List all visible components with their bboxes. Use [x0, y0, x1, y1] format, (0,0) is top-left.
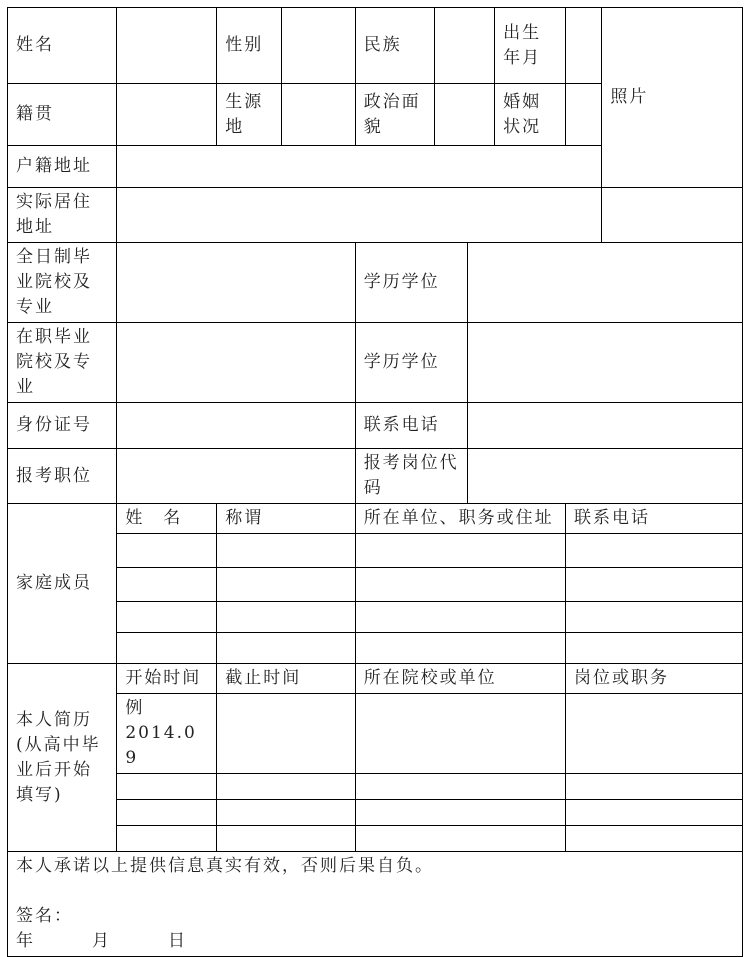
- resume-row-3-role[interactable]: [565, 800, 742, 826]
- pledge-box[interactable]: [8, 852, 743, 957]
- origin-label: 生源地: [217, 84, 282, 146]
- pledge-statement: 本人承诺以上提供信息真实有效，否则后果自负。: [16, 856, 434, 876]
- fulltime-school-label: 全日制毕业院校及专业: [8, 243, 117, 323]
- family-section-label: 家庭成员: [8, 504, 117, 664]
- family-row-1-name[interactable]: [117, 534, 217, 568]
- political-label: 政治面貌: [355, 84, 434, 146]
- residence-extra-cell: [602, 188, 743, 243]
- registration-form: [7, 7, 743, 957]
- gender-field[interactable]: [281, 8, 355, 84]
- residence-label: 实际居住地址: [8, 188, 117, 243]
- family-row-4-phone[interactable]: [565, 633, 742, 664]
- phone-label: 联系电话: [355, 403, 467, 449]
- origin-field[interactable]: [281, 84, 355, 146]
- family-row-2-name[interactable]: [117, 568, 217, 602]
- position-code-field[interactable]: [468, 449, 743, 504]
- pledge-spacer: [16, 879, 734, 904]
- fulltime-school-field[interactable]: [117, 243, 355, 323]
- family-header-relation: 称谓: [217, 504, 355, 534]
- resume-row-1-start[interactable]: [117, 694, 217, 774]
- resume-row-3-start[interactable]: [117, 800, 217, 826]
- family-row-2-relation[interactable]: [217, 568, 355, 602]
- resume-row-2-school[interactable]: [355, 774, 565, 800]
- applied-position-label: 报考职位: [8, 449, 117, 504]
- resume-row-4-school[interactable]: [355, 826, 565, 852]
- resume-row-3-end[interactable]: [217, 800, 355, 826]
- signature-label: 签名：: [16, 906, 73, 926]
- family-row-1-phone[interactable]: [565, 534, 742, 568]
- resume-header-school: 所在院校或单位: [355, 664, 565, 694]
- hukou-field[interactable]: [117, 146, 602, 188]
- family-row-4-name[interactable]: [117, 633, 217, 664]
- family-row-3-relation[interactable]: [217, 602, 355, 633]
- family-row-4-employer[interactable]: [355, 633, 565, 664]
- name-label: 姓名: [8, 8, 117, 84]
- inservice-school-field[interactable]: [117, 323, 355, 403]
- inservice-degree-label: 学历学位: [355, 323, 467, 403]
- residence-field[interactable]: [117, 188, 602, 243]
- fulltime-degree-label: 学历学位: [355, 243, 467, 323]
- family-row-1-employer[interactable]: [355, 534, 565, 568]
- ethnicity-field[interactable]: [434, 8, 494, 84]
- family-header-phone: 联系电话: [565, 504, 742, 534]
- marital-label: 婚姻状况: [495, 84, 566, 146]
- family-header-name: 姓 名: [117, 504, 217, 534]
- inservice-degree-field[interactable]: [468, 323, 743, 403]
- family-row-1-relation[interactable]: [217, 534, 355, 568]
- applied-position-field[interactable]: [117, 449, 355, 504]
- family-row-3-name[interactable]: [117, 602, 217, 633]
- family-row-3-phone[interactable]: [565, 602, 742, 633]
- family-row-2-employer[interactable]: [355, 568, 565, 602]
- family-row-4-relation[interactable]: [217, 633, 355, 664]
- resume-row-3-school[interactable]: [355, 800, 565, 826]
- political-field[interactable]: [434, 84, 494, 146]
- id-number-label: 身份证号: [8, 403, 117, 449]
- resume-row-2-role[interactable]: [565, 774, 742, 800]
- gender-label: 性别: [217, 8, 282, 84]
- resume-header-role: 岗位或职务: [565, 664, 742, 694]
- registration-table: [7, 7, 743, 957]
- resume-row-4-role[interactable]: [565, 826, 742, 852]
- phone-field[interactable]: [468, 403, 743, 449]
- resume-header-start: 开始时间: [117, 664, 217, 694]
- resume-section-label: 本人简历(从高中毕业后开始填写): [8, 664, 117, 852]
- birth-field[interactable]: [565, 8, 601, 84]
- native-place-label: 籍贯: [8, 84, 117, 146]
- resume-row-1-role[interactable]: [565, 694, 742, 774]
- resume-row-2-end[interactable]: [217, 774, 355, 800]
- resume-example-date: 2014.09: [125, 723, 197, 768]
- hukou-label: 户籍地址: [8, 146, 117, 188]
- photo-box[interactable]: 照片: [602, 8, 743, 188]
- resume-example-label: 例: [125, 698, 145, 718]
- family-row-3-employer[interactable]: [355, 602, 565, 633]
- native-place-field[interactable]: [117, 84, 217, 146]
- resume-row-4-end[interactable]: [217, 826, 355, 852]
- family-row-2-phone[interactable]: [565, 568, 742, 602]
- signature-date: 年 月 日: [16, 931, 187, 951]
- id-number-field[interactable]: [117, 403, 355, 449]
- name-field[interactable]: [117, 8, 217, 84]
- marital-field[interactable]: [565, 84, 601, 146]
- fulltime-degree-field[interactable]: [468, 243, 743, 323]
- resume-row-1-school[interactable]: [355, 694, 565, 774]
- resume-header-end: 截止时间: [217, 664, 355, 694]
- family-header-employer: 所在单位、职务或住址: [355, 504, 565, 534]
- birth-label: 出生年月: [495, 8, 566, 84]
- resume-row-4-start[interactable]: [117, 826, 217, 852]
- position-code-label: 报考岗位代码: [355, 449, 467, 504]
- resume-row-1-end[interactable]: [217, 694, 355, 774]
- inservice-school-label: 在职毕业院校及专业: [8, 323, 117, 403]
- resume-row-2-start[interactable]: [117, 774, 217, 800]
- ethnicity-label: 民族: [355, 8, 434, 84]
